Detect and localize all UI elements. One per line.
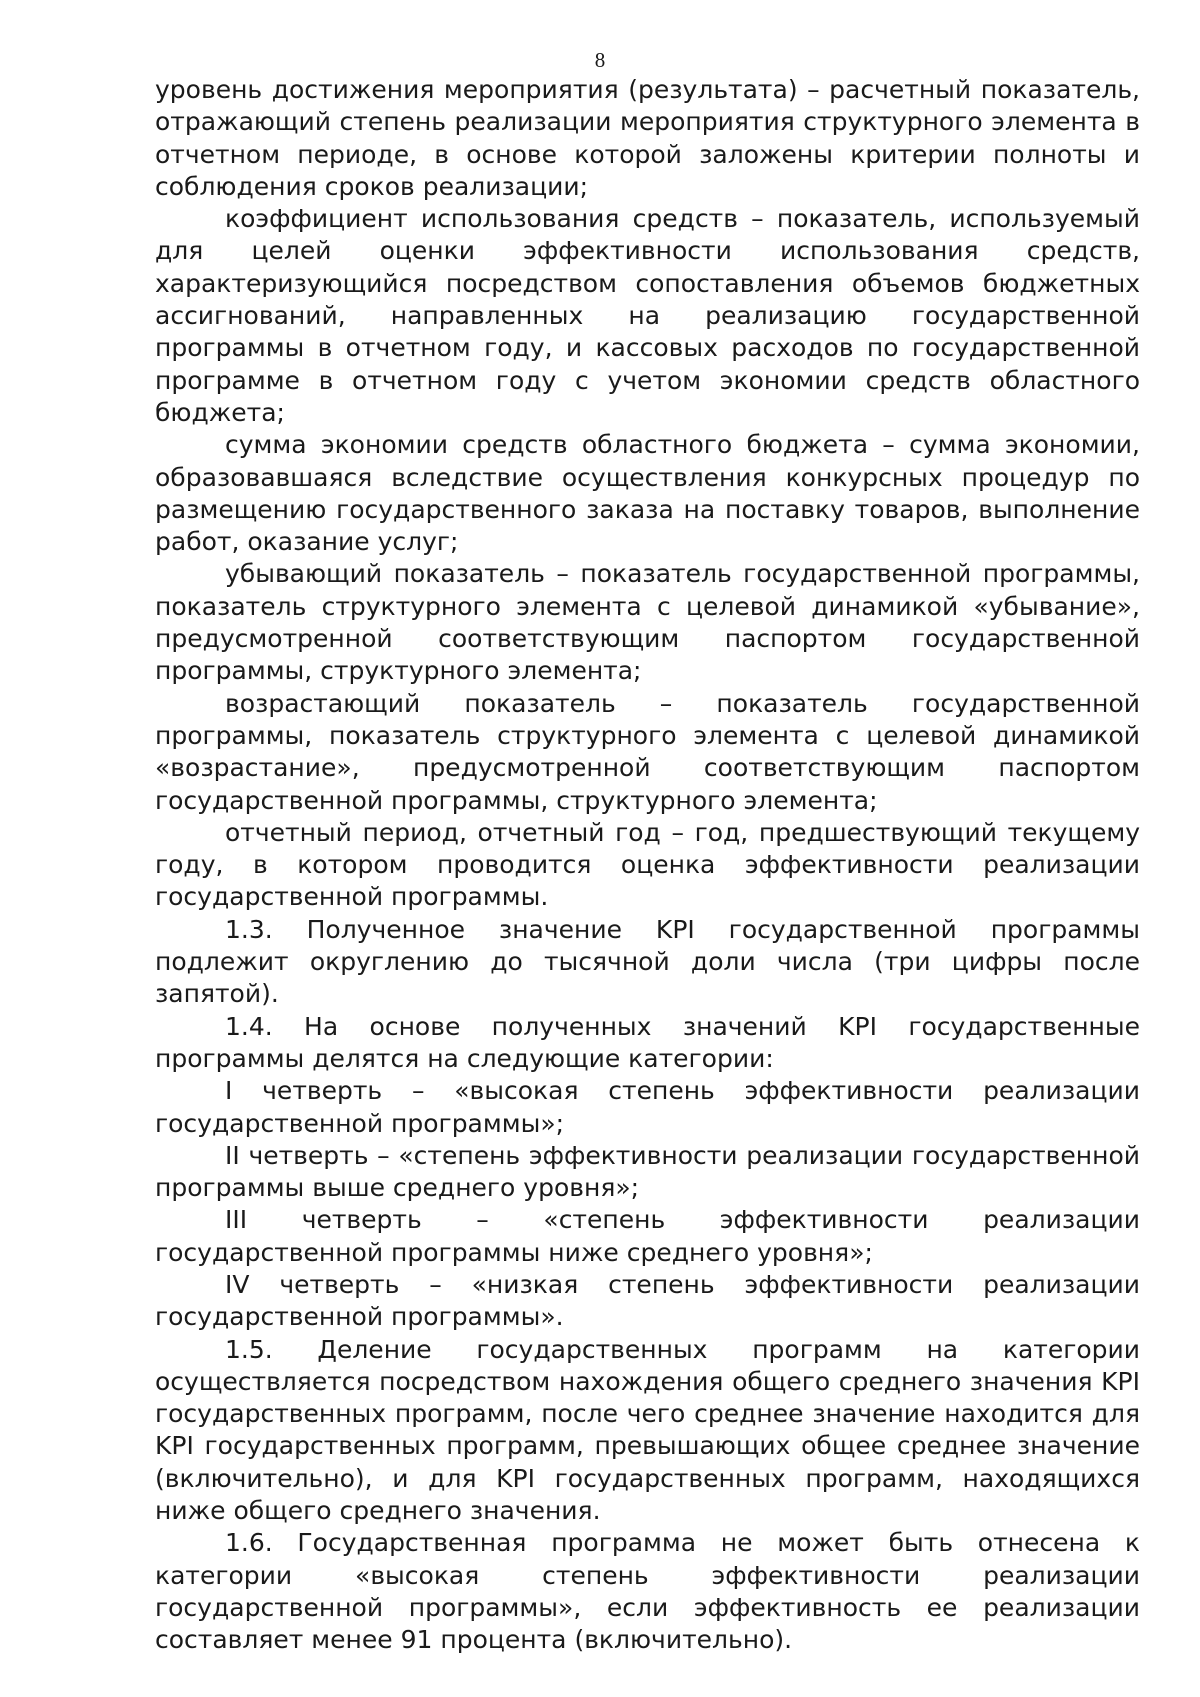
paragraph-1-3: 1.3. Полученное значение KPI государственной программы подлежит округлению до тысячной доли числа (три цифры после запятой). xyxy=(155,914,1140,1009)
paragraph-decreasing-indicator: убывающий показатель – показатель государственной программы, показатель структурного элемента с целевой динамикой «убывание», предусмотренной соответствующим паспортом государственной программы, структурного элемента; xyxy=(155,559,1140,686)
category-quarter-4: IV четверть – «низкая степень эффективности реализации государственной программы». xyxy=(155,1269,1140,1332)
category-quarter-3: III четверть – «степень эффективности реализации государственной программы ниже среднего уровня»; xyxy=(155,1205,1140,1267)
paragraph-achievement-level: уровень достижения мероприятия (результата) – расчетный показатель, отражающий степень реализации мероприятия структурного элемента в отчетном периоде, в основе которой заложены критерии полноты и соблюдения сроков реализации; xyxy=(155,75,1140,201)
category-quarter-1: I четверть – «высокая степень эффективности реализации государственной программы»; xyxy=(155,1076,1140,1138)
paragraph-increasing-indicator: возрастающий показатель – показатель государственной программы, показатель структурного элемента с целевой динамикой «возрастание», предусмотренной соответствующим паспортом государственной программы, структурного элемента; xyxy=(155,688,1140,815)
paragraph-1-6: 1.6. Государственная программа не может быть отнесена к категории «высокая степень эффективности реализации государственной программы», если эффективность ее реализации составляет менее 91 процента (включительно). xyxy=(155,1528,1140,1655)
document-body xyxy=(155,74,1140,1657)
category-quarter-2: II четверть – «степень эффективности реализации государственной программы выше среднего уровня»; xyxy=(155,1140,1140,1203)
paragraph-1-5: 1.5. Деление государственных программ на категории осуществляется посредством нахождения общего среднего значения KPI государственных программ, после чего среднее значение находится для KPI государственных программ, превышающих общее среднее значение (включительно), и для KPI государственных программ, находящихся ниже общего среднего значения. xyxy=(155,1334,1140,1526)
paragraph-reporting-period: отчетный период, отчетный год – год, предшествующий текущему году, в котором проводится оценка эффективности реализации государственной программы. xyxy=(155,817,1140,912)
page-number: 8 xyxy=(594,48,606,72)
paragraph-1-4: 1.4. На основе полученных значений KPI государственные программы делятся на следующие категории: xyxy=(155,1011,1140,1073)
paragraph-funds-usage-coefficient: коэффициент использования средств – показатель, используемый для целей оценки эффективности использования средств, характеризующийся посредством сопоставления объемов бюджетных ассигнований, направленных на реализацию государственной программы в отчетном году, и кассовых расходов по государственной программе в отчетном году с учетом экономии средств областного бюджета; xyxy=(155,204,1140,427)
paragraph-budget-savings: сумма экономии средств областного бюджета – сумма экономии, образовавшаяся вследствие осуществления конкурсных процедур по размещению государственного заказа на поставку товаров, выполнение работ, оказание услуг; xyxy=(155,430,1140,557)
